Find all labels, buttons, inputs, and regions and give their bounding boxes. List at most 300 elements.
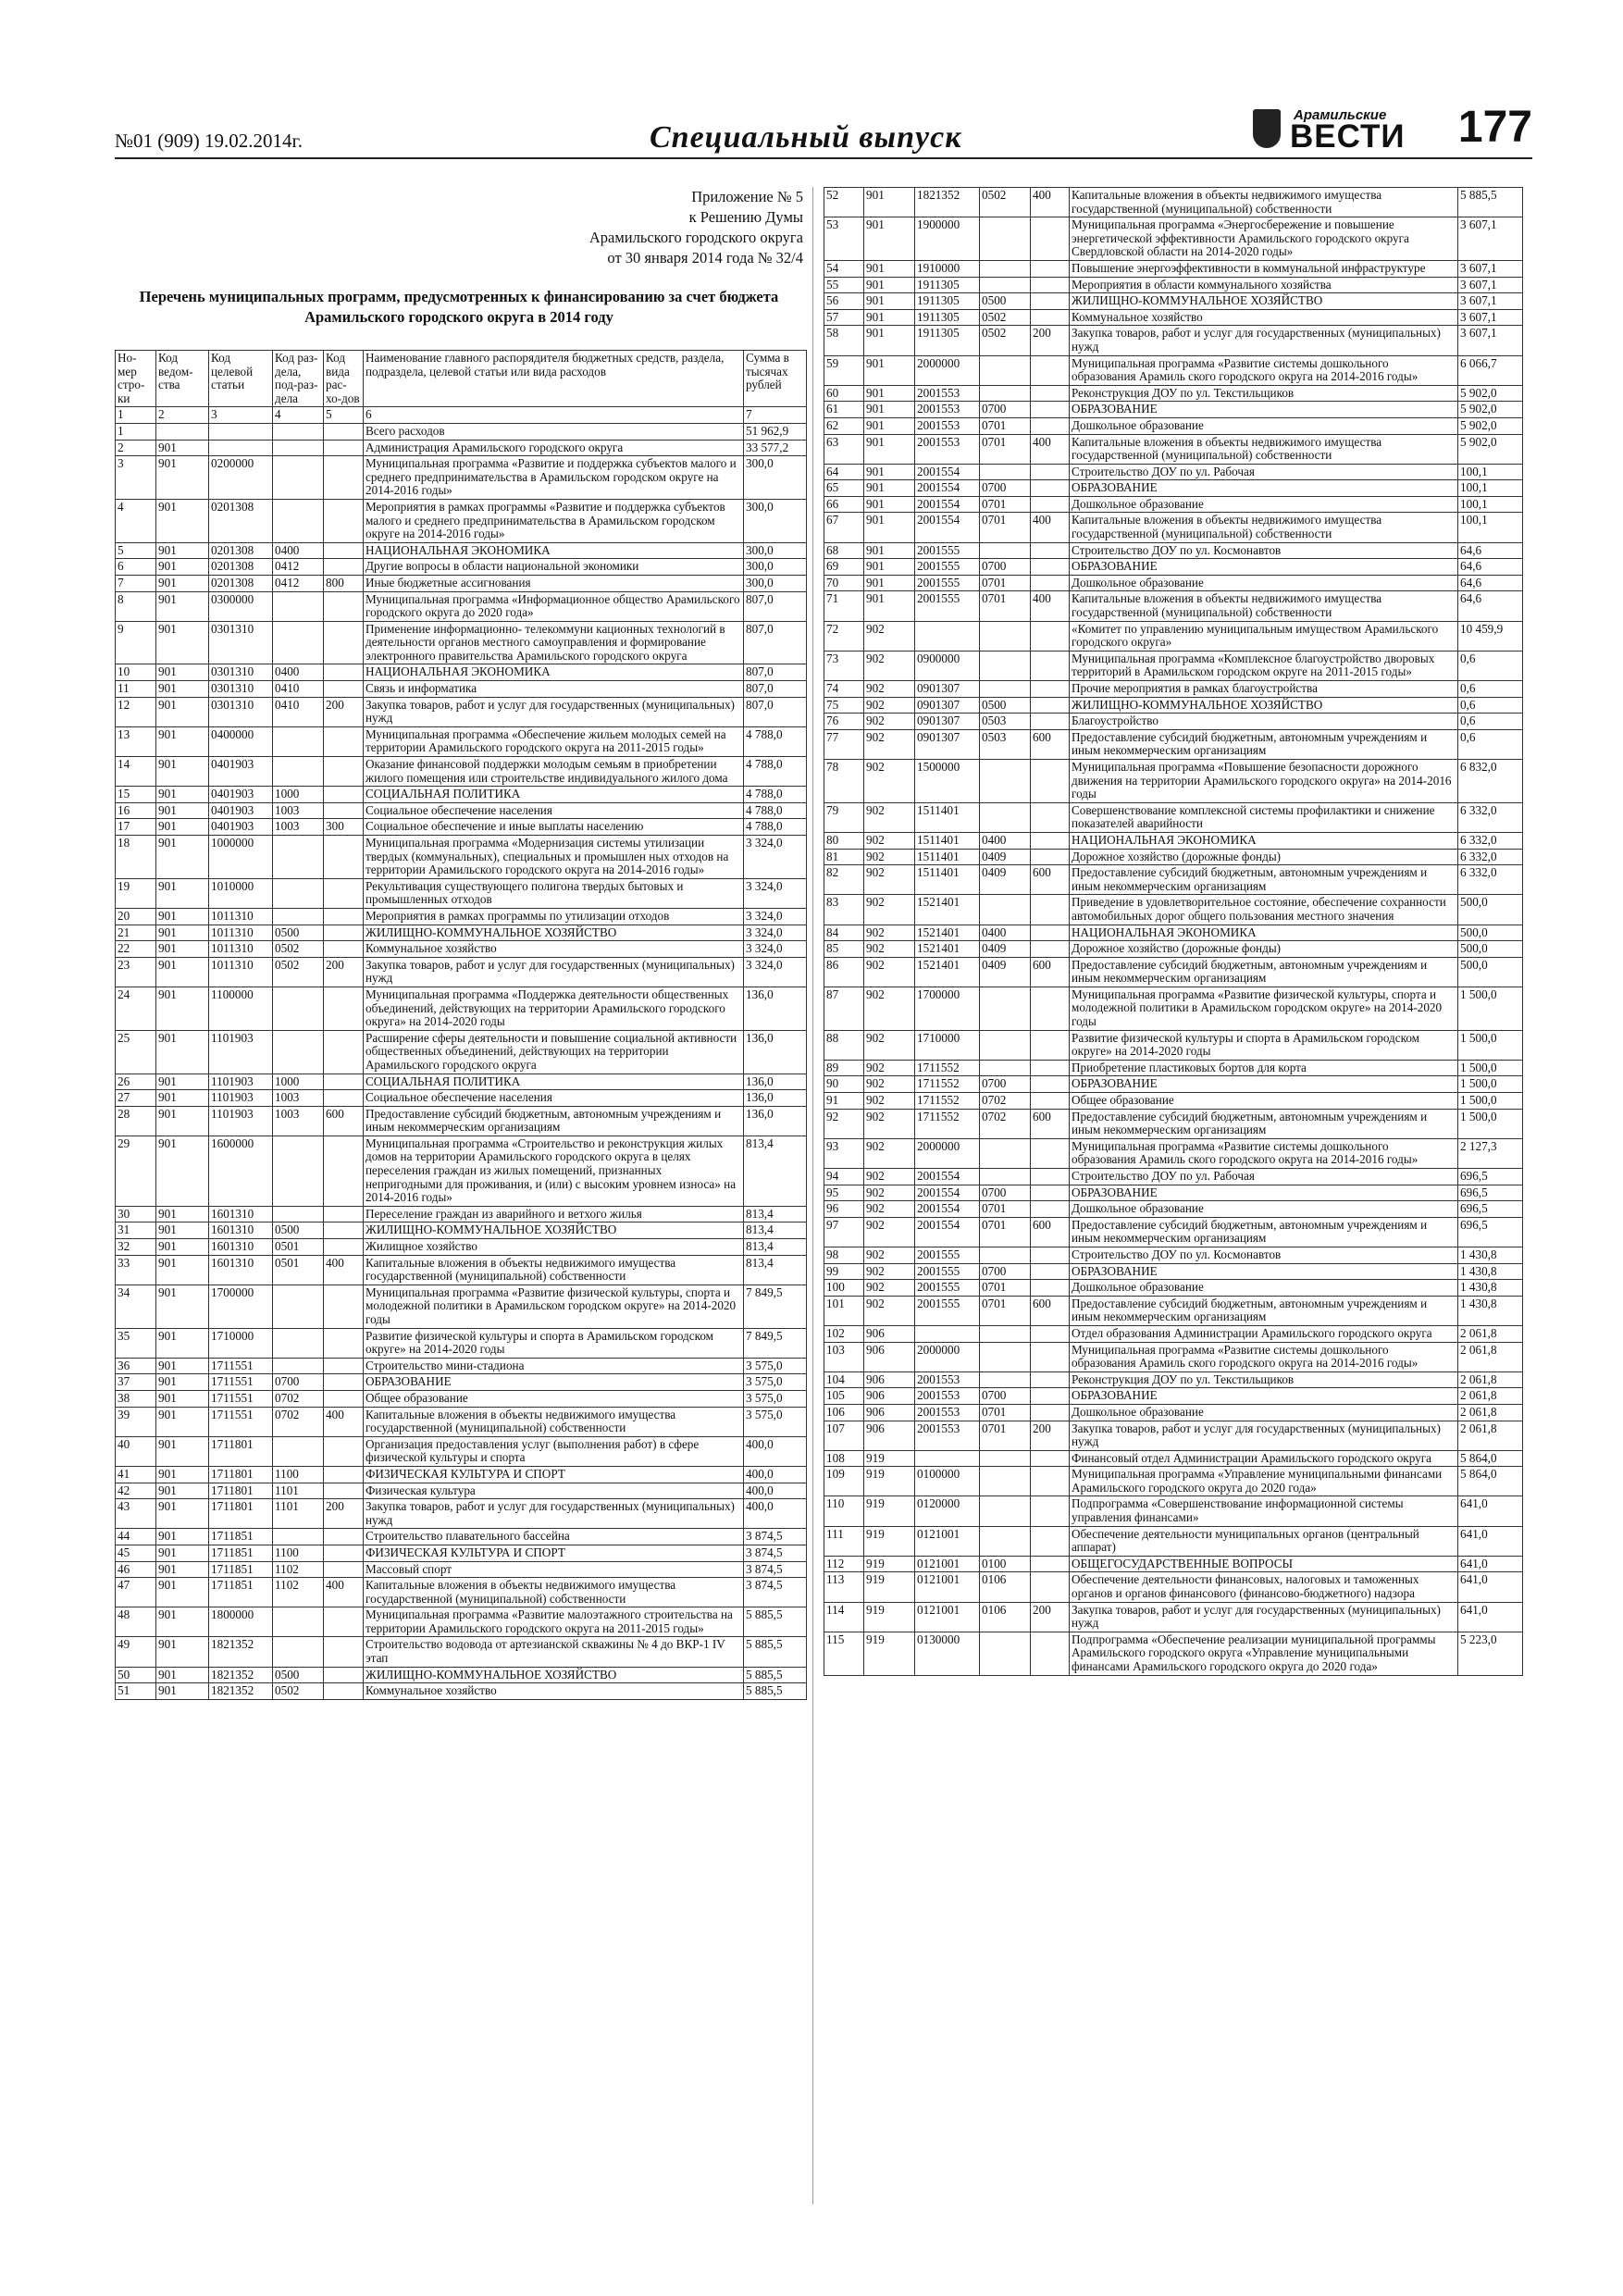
table-cell: 901	[156, 1436, 209, 1466]
table-cell: 902	[864, 651, 915, 680]
table-cell	[980, 651, 1031, 680]
table-cell	[980, 542, 1031, 559]
table-cell	[1031, 1371, 1070, 1388]
table-cell	[1031, 1263, 1070, 1280]
table-cell: 2001555	[915, 559, 980, 576]
table-row	[116, 440, 807, 456]
table-row	[116, 1285, 807, 1328]
table-row	[116, 878, 807, 908]
column-number-cell: 2	[156, 407, 209, 424]
table-cell: 28	[116, 1106, 156, 1136]
table-cell: Строительство ДОУ по ул. Рабочая	[1070, 1169, 1458, 1185]
table-cell	[980, 355, 1031, 385]
table-row	[824, 1060, 1523, 1076]
table-cell: 35	[116, 1328, 156, 1358]
table-cell: 1911305	[915, 326, 980, 355]
table-cell	[273, 1206, 324, 1222]
table-cell: 901	[156, 757, 209, 787]
table-cell	[1031, 559, 1070, 576]
table-cell	[980, 1496, 1031, 1526]
table-cell: Капитальные вложения в объекты недвижимого имущества государственной (муниципальной) собственности	[364, 1578, 744, 1607]
table-row	[824, 575, 1523, 591]
table-cell: 2001553	[915, 1371, 980, 1388]
table-cell: 919	[864, 1496, 915, 1526]
table-row	[824, 1201, 1523, 1218]
table-cell: 60	[824, 385, 864, 402]
table-row	[116, 456, 807, 500]
table-cell: Жилищное хозяйство	[364, 1239, 744, 1256]
table-cell: 0201308	[209, 575, 273, 591]
table-cell	[1031, 621, 1070, 651]
table-cell: Дошкольное образование	[1070, 1201, 1458, 1218]
table-header-row	[116, 351, 807, 407]
table-row	[116, 1436, 807, 1466]
table-row	[116, 1136, 807, 1206]
table-row	[824, 1371, 1523, 1388]
table-cell: Массовый спорт	[364, 1561, 744, 1578]
table-row	[116, 1637, 807, 1667]
table-cell: 0409	[980, 865, 1031, 895]
table-row	[116, 1239, 807, 1256]
table-row	[824, 480, 1523, 497]
table-cell: 1 430,8	[1458, 1296, 1523, 1325]
table-cell: 2001555	[915, 1263, 980, 1280]
table-cell: 5 885,5	[744, 1667, 807, 1683]
table-cell: 2001554	[915, 480, 980, 497]
table-cell: 906	[864, 1325, 915, 1342]
table-cell: 2001554	[915, 1201, 980, 1218]
table-row	[116, 591, 807, 621]
table-cell: 6 832,0	[1458, 759, 1523, 802]
table-cell: НАЦИОНАЛЬНАЯ ЭКОНОМИКА	[364, 542, 744, 559]
table-cell: 901	[156, 1358, 209, 1374]
table-cell: 3 575,0	[744, 1358, 807, 1374]
table-cell: 1700000	[209, 1285, 273, 1328]
table-cell: 902	[864, 1185, 915, 1201]
table-cell: 901	[864, 385, 915, 402]
table-row	[116, 836, 807, 879]
table-cell: 33	[116, 1255, 156, 1285]
table-cell: 1 500,0	[1458, 1093, 1523, 1110]
table-cell	[1031, 697, 1070, 714]
table-cell: 0401903	[209, 757, 273, 787]
table-cell: 902	[864, 865, 915, 895]
table-cell: 3 874,5	[744, 1578, 807, 1607]
table-cell	[980, 385, 1031, 402]
table-cell: 500,0	[1458, 895, 1523, 925]
table-cell: 901	[864, 293, 915, 310]
table-row	[824, 925, 1523, 941]
table-row	[824, 355, 1523, 385]
table-cell: 47	[116, 1578, 156, 1607]
table-cell	[1031, 417, 1070, 434]
table-cell: 901	[864, 355, 915, 385]
table-row	[824, 513, 1523, 542]
table-row	[824, 591, 1523, 621]
table-cell: 400,0	[744, 1499, 807, 1529]
table-cell: Дошкольное образование	[1070, 1280, 1458, 1297]
table-cell: 0701	[980, 591, 1031, 621]
table-cell: 0301310	[209, 697, 273, 726]
table-row	[824, 1217, 1523, 1247]
table-cell: 300,0	[744, 456, 807, 500]
issue-number: №01 (909) 19.02.2014г.	[115, 130, 304, 152]
table-cell: Отдел образования Администрации Арамильского городского округа	[1070, 1325, 1458, 1342]
table-cell: 901	[156, 819, 209, 836]
table-cell: 109	[824, 1467, 864, 1496]
table-cell: Приобретение пластиковых бортов для корта	[1070, 1060, 1458, 1076]
table-cell	[980, 759, 1031, 802]
table-row	[824, 1572, 1523, 1602]
table-cell	[273, 1529, 324, 1545]
table-cell: 2 061,8	[1458, 1371, 1523, 1388]
table-cell: Капитальные вложения в объекты недвижимого имущества государственной (муниципальной) собственности	[364, 1255, 744, 1285]
table-cell: 77	[824, 729, 864, 759]
table-cell: 1711551	[209, 1358, 273, 1374]
table-cell: 641,0	[1458, 1572, 1523, 1602]
table-cell: 1711552	[915, 1093, 980, 1110]
table-cell	[1031, 402, 1070, 418]
table-cell: 0503	[980, 729, 1031, 759]
table-cell: 61	[824, 402, 864, 418]
table-cell: 21	[116, 925, 156, 941]
table-cell: 600	[1031, 865, 1070, 895]
table-cell: 0412	[273, 559, 324, 576]
table-cell: Коммунальное хозяйство	[364, 1683, 744, 1700]
table-cell: 1601310	[209, 1206, 273, 1222]
table-cell: 813,4	[744, 1206, 807, 1222]
table-row	[824, 1602, 1523, 1632]
table-cell: 10 459,9	[1458, 621, 1523, 651]
table-cell	[324, 1436, 364, 1466]
table-cell: 0701	[980, 496, 1031, 513]
table-cell: 1101903	[209, 1106, 273, 1136]
table-cell	[1031, 941, 1070, 958]
table-row	[824, 1526, 1523, 1556]
table-cell: 0700	[980, 1076, 1031, 1093]
table-cell: 696,5	[1458, 1169, 1523, 1185]
table-cell: 1 500,0	[1458, 1076, 1523, 1093]
table-row	[116, 1667, 807, 1683]
table-cell: 9	[116, 621, 156, 664]
table-cell: 136,0	[744, 1090, 807, 1107]
table-cell: 97	[824, 1217, 864, 1247]
table-row	[116, 1374, 807, 1391]
table-cell: 105	[824, 1388, 864, 1405]
table-cell: 99	[824, 1263, 864, 1280]
table-cell	[1031, 1030, 1070, 1060]
table-row	[116, 1545, 807, 1561]
table-cell: Муниципальная программа «Информационное общество Арамильского городского округа до 2020 года»	[364, 591, 744, 621]
table-row	[116, 1483, 807, 1499]
table-cell: 6 332,0	[1458, 802, 1523, 832]
table-row	[824, 1109, 1523, 1138]
header-cell: Код целевой статьи	[209, 351, 273, 407]
table-cell: 901	[156, 1239, 209, 1256]
table-row	[824, 402, 1523, 418]
table-cell	[324, 1607, 364, 1637]
table-cell: 901	[156, 499, 209, 542]
table-cell: Муниципальная программа «Развитие физической культуры, спорта и молодежной политики в Арамильском городском округе» на 2014-2020 годы	[1070, 987, 1458, 1030]
table-cell: 51 962,9	[744, 423, 807, 440]
table-cell	[980, 1526, 1031, 1556]
table-cell: Социальное обеспечение населения	[364, 802, 744, 819]
table-cell	[980, 1450, 1031, 1467]
table-cell: 901	[156, 726, 209, 756]
table-row	[824, 1185, 1523, 1201]
table-cell	[1031, 1467, 1070, 1496]
table-cell: 0201308	[209, 542, 273, 559]
table-cell: Закупка товаров, работ и услуг для государственных (муниципальных) нужд	[1070, 1602, 1458, 1632]
table-cell: 4 788,0	[744, 757, 807, 787]
column-number-cell: 6	[364, 407, 744, 424]
table-cell	[1031, 849, 1070, 865]
table-cell: Предоставление субсидий бюджетным, автономным учреждениям и иным некоммерческим организациям	[1070, 1109, 1458, 1138]
table-cell: Реконструкция ДОУ по ул. Текстильщиков	[1070, 1371, 1458, 1388]
table-cell: 1821352	[209, 1683, 273, 1700]
table-cell: 1711801	[209, 1436, 273, 1466]
table-cell: 902	[864, 925, 915, 941]
table-cell: Связь и информатика	[364, 681, 744, 698]
table-cell: 2001555	[915, 1247, 980, 1263]
table-row	[824, 1404, 1523, 1421]
table-cell	[1031, 759, 1070, 802]
table-cell: Муниципальная программа «Развитие малоэтажного строительства на территории Арамильского городского округа на 2011-2015 годы»	[364, 1607, 744, 1637]
table-cell: 2001553	[915, 1388, 980, 1405]
table-cell: Подпрограмма «Совершенствование информационной системы управления финансами»	[1070, 1496, 1458, 1526]
table-cell: 2001554	[915, 464, 980, 480]
table-cell: 43	[116, 1499, 156, 1529]
table-row	[824, 714, 1523, 730]
table-cell: 67	[824, 513, 864, 542]
table-cell: 500,0	[1458, 941, 1523, 958]
table-row	[116, 1390, 807, 1407]
table-cell: 0700	[980, 1388, 1031, 1405]
table-cell: 902	[864, 1296, 915, 1325]
table-cell	[1031, 1325, 1070, 1342]
table-cell: 0100	[980, 1556, 1031, 1572]
table-cell	[324, 1239, 364, 1256]
table-cell	[273, 1607, 324, 1637]
table-cell	[324, 440, 364, 456]
table-cell	[980, 217, 1031, 261]
table-cell: 0700	[980, 559, 1031, 576]
table-cell: 59	[824, 355, 864, 385]
header-rule	[115, 157, 1532, 159]
table-cell: 1101903	[209, 1030, 273, 1074]
table-cell: 813,4	[744, 1222, 807, 1239]
table-cell: 902	[864, 1093, 915, 1110]
table-cell	[273, 1358, 324, 1374]
table-cell: 1711551	[209, 1407, 273, 1436]
table-cell: Муниципальная программа «Развитие физической культуры, спорта и молодежной политики в Арамильском городском округе» на 2014-2020 годы	[364, 1285, 744, 1328]
table-row	[824, 1496, 1523, 1526]
table-row	[116, 726, 807, 756]
table-cell	[324, 925, 364, 941]
table-cell	[324, 941, 364, 958]
table-cell: 901	[156, 697, 209, 726]
table-cell: 49	[116, 1637, 156, 1667]
table-cell: 12	[116, 697, 156, 726]
table-cell: 902	[864, 1109, 915, 1138]
column-number-cell: 4	[273, 407, 324, 424]
table-cell: 901	[156, 1407, 209, 1436]
table-cell: 1102	[273, 1578, 324, 1607]
table-cell: 6	[116, 559, 156, 576]
table-cell: 300,0	[744, 542, 807, 559]
table-cell: ЖИЛИЩНО-КОММУНАЛЬНОЕ ХОЗЯЙСТВО	[364, 1222, 744, 1239]
table-cell: Обеспечение деятельности финансовых, налоговых и таможенных органов и органов финансового (финансово-бюджетного) надзора	[1070, 1572, 1458, 1602]
table-cell: Муниципальная программа «Управление муниципальными финансами Арамильского городского округа до 2020 года»	[1070, 1467, 1458, 1496]
table-cell: 5 885,5	[744, 1683, 807, 1700]
table-cell	[324, 542, 364, 559]
table-cell	[1031, 480, 1070, 497]
table-cell	[1031, 1138, 1070, 1168]
table-cell: 902	[864, 1030, 915, 1060]
table-row	[824, 326, 1523, 355]
table-cell: Мероприятия в рамках программы по утилизации отходов	[364, 908, 744, 925]
table-cell	[1031, 1280, 1070, 1297]
table-cell: 1711851	[209, 1578, 273, 1607]
table-cell: 1100000	[209, 987, 273, 1030]
column-number-cell: 3	[209, 407, 273, 424]
table-cell: Капитальные вложения в объекты недвижимого имущества государственной (муниципальной) собственности	[1070, 591, 1458, 621]
table-cell	[1031, 832, 1070, 849]
table-cell: 901	[156, 559, 209, 576]
table-cell: Общее образование	[364, 1390, 744, 1407]
table-cell: 113	[824, 1572, 864, 1602]
logo-title: ВЕСТИ	[1290, 118, 1406, 155]
table-cell: 85	[824, 941, 864, 958]
table-cell	[324, 499, 364, 542]
table-cell: 33 577,2	[744, 440, 807, 456]
table-row	[116, 1090, 807, 1107]
table-cell: 400	[1031, 591, 1070, 621]
table-cell: Всего расходов	[364, 423, 744, 440]
table-cell: 0121001	[915, 1556, 980, 1572]
table-cell: 0502	[980, 188, 1031, 217]
table-cell: 0121001	[915, 1526, 980, 1556]
table-row	[824, 559, 1523, 576]
table-cell: 0701	[980, 1421, 1031, 1450]
table-cell	[980, 1342, 1031, 1371]
table-cell: 73	[824, 651, 864, 680]
table-row	[116, 1561, 807, 1578]
table-row	[116, 941, 807, 958]
table-cell: 5 885,5	[1458, 188, 1523, 217]
table-cell: 2000000	[915, 1342, 980, 1371]
table-cell: 100	[824, 1280, 864, 1297]
table-cell: ОБРАЗОВАНИЕ	[1070, 1076, 1458, 1093]
table-cell: Приведение в удовлетворительное состояние, обеспечение сохранности автомобильных дорог общего пользования местного значения	[1070, 895, 1458, 925]
table-cell: 1911305	[915, 309, 980, 326]
table-cell: 0401903	[209, 802, 273, 819]
table-cell: 0702	[980, 1093, 1031, 1110]
table-row	[116, 1529, 807, 1545]
table-cell: 902	[864, 1076, 915, 1093]
table-cell: 54	[824, 260, 864, 277]
table-cell	[1031, 802, 1070, 832]
table-cell	[980, 277, 1031, 293]
table-cell: Прочие мероприятия в рамках благоустройства	[1070, 681, 1458, 698]
table-cell: 1003	[273, 1090, 324, 1107]
table-cell: 2001554	[915, 496, 980, 513]
table-row	[116, 1607, 807, 1637]
table-cell: 100,1	[1458, 513, 1523, 542]
table-cell: 1511401	[915, 832, 980, 849]
table-cell: 906	[864, 1342, 915, 1371]
table-cell: 0501	[273, 1255, 324, 1285]
table-cell: 3 575,0	[744, 1374, 807, 1391]
table-cell: 2001553	[915, 434, 980, 464]
table-cell: 200	[324, 697, 364, 726]
table-cell	[324, 1358, 364, 1374]
table-cell: 64	[824, 464, 864, 480]
table-cell: 63	[824, 434, 864, 464]
table-row	[824, 1030, 1523, 1060]
table-cell: Муниципальная программа «Развитие системы дошкольного образования Арамиль ского городского округа на 2014-2016 годы»	[1070, 1138, 1458, 1168]
table-cell: 919	[864, 1572, 915, 1602]
table-cell: ФИЗИЧЕСКАЯ КУЛЬТУРА И СПОРТ	[364, 1545, 744, 1561]
table-cell: 901	[156, 1106, 209, 1136]
special-issue-label: Специальный выпуск	[650, 120, 962, 155]
table-row	[824, 651, 1523, 680]
table-cell	[273, 908, 324, 925]
table-cell: 40	[116, 1436, 156, 1466]
table-cell: 600	[324, 1106, 364, 1136]
table-cell: 52	[824, 188, 864, 217]
table-cell: 1011310	[209, 925, 273, 941]
table-cell	[324, 908, 364, 925]
table-cell	[324, 787, 364, 803]
table-cell: ОБРАЗОВАНИЕ	[1070, 402, 1458, 418]
table-cell: 0200000	[209, 456, 273, 500]
table-row	[116, 575, 807, 591]
table-cell: 906	[864, 1388, 915, 1405]
table-cell: 64,6	[1458, 542, 1523, 559]
table-cell	[1031, 1450, 1070, 1467]
table-cell: Муниципальная программа «Развитие и поддержка субъектов малого и среднего предпринимательства в Арамильском городском округе на 2014-2016 годы»	[364, 456, 744, 500]
table-row	[116, 1074, 807, 1090]
table-cell	[324, 591, 364, 621]
page-header	[115, 104, 1532, 159]
header-cell: Наименование главного распорядителя бюджетных средств, раздела, подраздела, целевой статьи или вида расходов	[364, 351, 744, 407]
table-cell: 1601310	[209, 1255, 273, 1285]
table-cell: 906	[864, 1421, 915, 1450]
table-cell: 5 902,0	[1458, 402, 1523, 418]
table-cell: 51	[116, 1683, 156, 1700]
table-cell: Муниципальная программа «Строительство и реконструкция жилых домов на территории Арамильского городского округа в целях переселения граждан из жилых помещений, признанных непригодными для проживания, и (или) с высоким уровнем износа» на 2014-2016 годы»	[364, 1136, 744, 1206]
table-cell: ОБРАЗОВАНИЕ	[1070, 559, 1458, 576]
table-cell: 0,6	[1458, 697, 1523, 714]
table-cell: 0502	[980, 326, 1031, 355]
table-cell: 901	[156, 941, 209, 958]
header-cell: Код раз-дела, под-раз-дела	[273, 351, 324, 407]
table-cell: 600	[1031, 729, 1070, 759]
table-cell	[324, 1667, 364, 1683]
table-cell: 1100	[273, 1466, 324, 1483]
table-cell: 901	[156, 621, 209, 664]
table-row	[824, 987, 1523, 1030]
table-cell: 901	[156, 878, 209, 908]
table-cell	[980, 1030, 1031, 1060]
table-row	[824, 1280, 1523, 1297]
table-cell: 1511401	[915, 802, 980, 832]
table-cell: 64,6	[1458, 591, 1523, 621]
table-cell: 0100000	[915, 1467, 980, 1496]
table-cell: 1	[116, 423, 156, 440]
table-cell	[1031, 309, 1070, 326]
